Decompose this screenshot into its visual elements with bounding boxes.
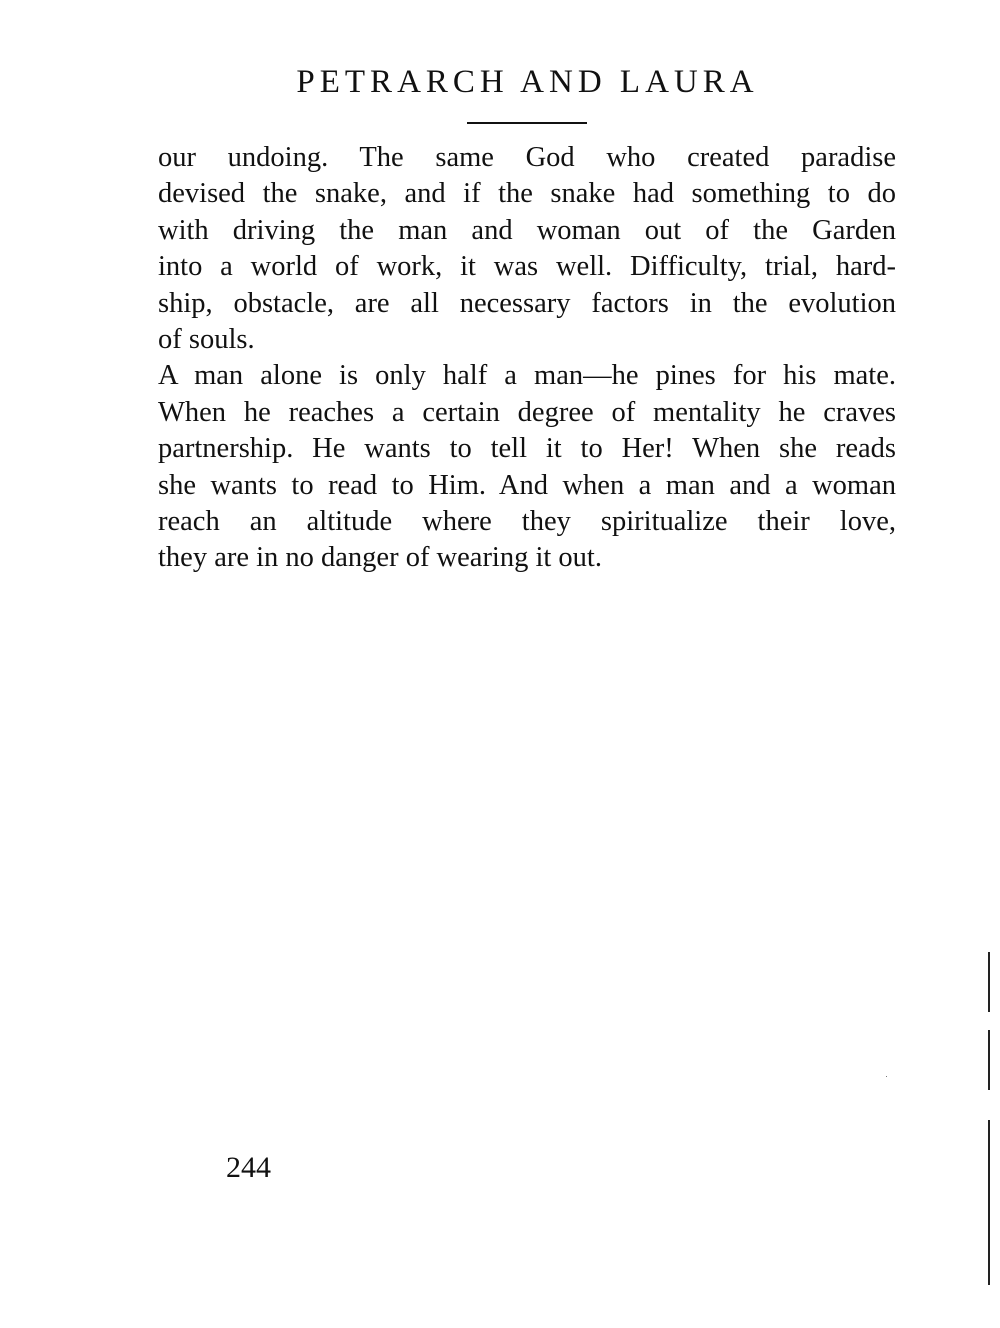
scan-edge-mark xyxy=(988,952,990,1012)
text-line: partnership. He wants to tell it to Her! When she reads xyxy=(158,433,896,465)
text-line: A man alone is only half a man—he pines for his mate. xyxy=(158,360,896,392)
text-line: our undoing. The same God who created paradise xyxy=(158,142,896,173)
text-line: ship, obstacle, are all necessary factors in the evolution xyxy=(158,287,896,319)
title-rule-divider xyxy=(467,122,587,124)
text-line: reach an altitude where they spiritualize their love, xyxy=(158,506,896,538)
text-line: with driving the man and woman out of the Garden xyxy=(158,214,896,246)
text-line: she wants to read to Him. And when a man and a woman xyxy=(158,469,896,501)
page-number: 244 xyxy=(226,1151,271,1184)
running-head-title: PETRARCH AND LAURA xyxy=(296,64,759,100)
text-line: of souls. xyxy=(158,324,255,356)
text-line: into a world of work, it was well. Difficulty, trial, hard- xyxy=(158,251,896,283)
scan-edge-mark xyxy=(988,1120,990,1285)
scan-edge-mark xyxy=(988,1030,990,1090)
text-line: When he reaches a certain degree of mentality he craves xyxy=(158,396,896,428)
scan-speck xyxy=(886,1076,887,1077)
text-line: they are in no danger of wearing it out. xyxy=(158,542,602,574)
text-line: devised the snake, and if the snake had something to do xyxy=(158,178,896,210)
body-text xyxy=(158,140,896,577)
